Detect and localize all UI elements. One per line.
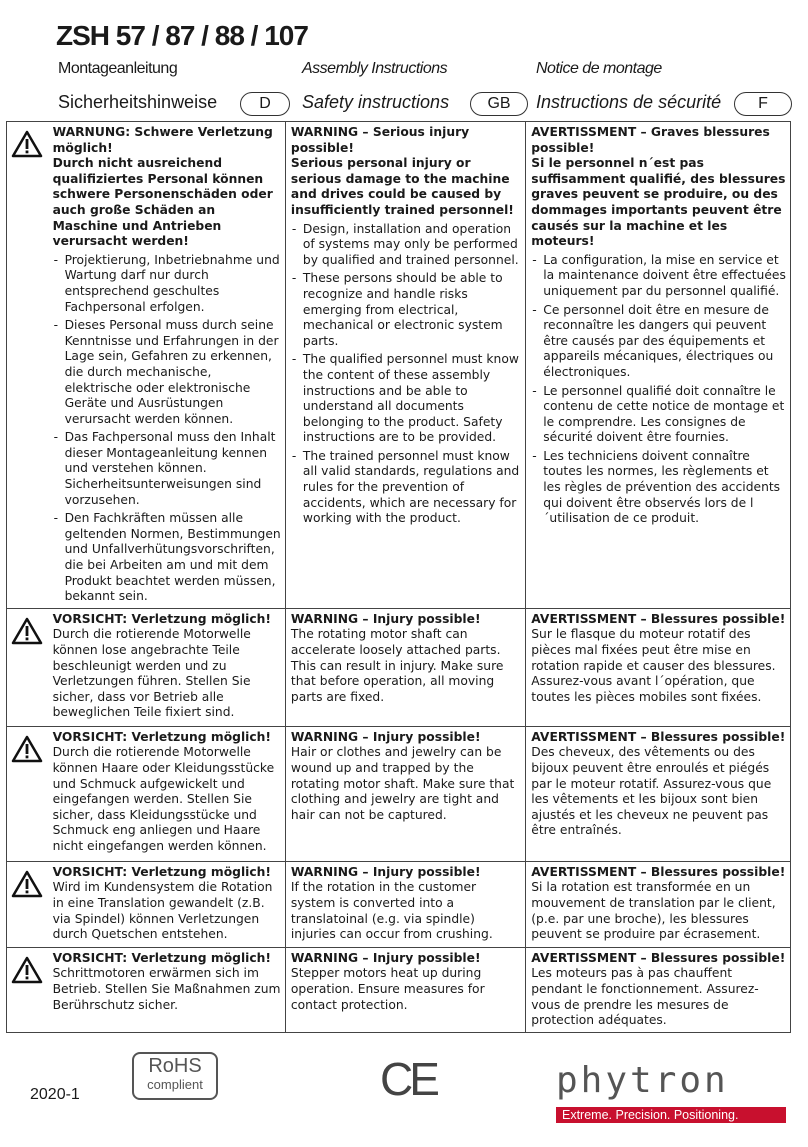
warning-text: Sur le flasque du moteur rotatif des pièces mal fixées peut être mise en rotation rapide et causer des blessures. Assurez-vous avant l´opération, que toutes les pièces mobiles sont fixées.: [531, 627, 776, 704]
warning-heading: WARNING – Injury possible!: [290, 611, 481, 626]
warning-text: If the rotation in the customer system is converted into a translatoinal (e.g. via spindle) injuries can occur from crushing.: [290, 880, 493, 942]
list-item: - Design, installation and operation of systems may only be performed by qualified and trained personnel.: [291, 222, 521, 269]
list-item: - The trained personnel must know all valid standards, regulations and rules for the prevention of accidents, which are necessary for working with the product.: [291, 449, 521, 527]
list-item: - Ce personnel doit être en mesure de reconnaître les dangers qui peuvent être causés par des équipements et appareils mécaniques, électriques ou électroniques.: [531, 303, 786, 381]
warning-summary: Si le personnel n´est pas suffisamment qualifié, des blessures graves peuvent se produire, ou des dommages importants peuvent être causés sur la machine et les moteurs!: [531, 156, 786, 249]
instruction-list: [531, 253, 786, 527]
warning-text: Si la rotation est transformée en un mouvement de translation par le client, (p.e. par une broche), les blessures peuvent se produire par écrasement.: [531, 880, 776, 942]
warning-heading: VORSICHT: Verletzung möglich!: [52, 729, 272, 744]
section-title-en: Safety instructions: [302, 92, 450, 112]
warning-heading: WARNING – Injury possible!: [290, 729, 481, 744]
cell-de: [48, 861, 286, 947]
warning-summary: Serious personal injury or serious damage to the machine and drives could be caused by insufficiently trained personnel!: [290, 156, 514, 217]
warning-text: Hair or clothes and jewelry can be wound up and trapped by the rotating motor shaft. Make sure that clothing and jewelry are tight and hair can not be captured.: [290, 745, 515, 822]
warning-text: Stepper motors heat up during operation. Ensure measures for contact protection.: [290, 966, 485, 1012]
list-item: - These persons should be able to recognize and handle risks emerging from electrical, mechanical or electronic system parts.: [291, 271, 521, 349]
table-row: [7, 122, 791, 609]
cell-en: [285, 608, 525, 726]
ce-mark-icon: CE: [380, 1053, 436, 1105]
warning-text: Schrittmotoren erwärmen sich im Betrieb. Stellen Sie Maßnahmen zum Berührschutz sicher.: [52, 966, 281, 1012]
warning-heading: WARNING – Injury possible!: [290, 950, 481, 965]
warning-summary: Durch nicht ausreichend qualifiziertes Personal können schwere Personenschäden oder auch große Schäden an Maschine und Antrieben verursacht werden!: [52, 156, 273, 249]
warning-heading: AVERTISSMENT – Blessures possible!: [531, 950, 786, 965]
warning-heading: WARNING – Injury possible!: [290, 864, 481, 879]
cell-en: [285, 122, 525, 609]
cell-fr: [526, 861, 791, 947]
warning-text: Des cheveux, des vêtements ou des bijoux peuvent être enroulés et piégés par le moteur rotatif. Assurez-vous que les vêtements et les bijoux sont bien ajustés et les cheveux ne peuvent pas être entraînés.: [531, 745, 772, 838]
rohs-label: RoHS: [148, 1055, 202, 1077]
cell-en: [285, 726, 525, 861]
warning-heading: AVERTISSMENT – Blessures possible!: [531, 611, 786, 626]
document-version: 2020-1: [30, 1086, 80, 1103]
subtitle-en: Assembly Instructions: [302, 60, 448, 77]
warning-text: Wird im Kundensystem die Rotation in eine Translation gewandelt (z.B. via Spindel) können Verletzungen durch Quetschen entstehen.: [52, 880, 273, 942]
list-item: - Das Fachpersonal muss den Inhalt dieser Montageanleitung kennen und verstehen können. Sicherheitsunterweisungen sind vorzusehen.: [53, 430, 281, 508]
list-item: - Projektierung, Inbetriebnahme und Wartung darf nur durch entsprechend geschultes Fachpersonal erfolgen.: [53, 253, 281, 315]
warning-text: Durch die rotierende Motorwelle können lose angebrachte Teile beschleunigt werden und zu Verletzungen führen. Stellen Sie sicher, dass vor Betrieb alle beweglichen Teile fixiert sind.: [52, 627, 251, 720]
table-row: [7, 861, 791, 947]
cell-en: [285, 861, 525, 947]
warning-heading: AVERTISSMENT – Graves blessures possible!: [531, 125, 770, 155]
warning-heading: VORSICHT: Verletzung möglich!: [52, 950, 272, 965]
table-row: [7, 608, 791, 726]
document-title: ZSH 57 / 87 / 88 / 107: [56, 20, 308, 51]
phytron-logo: phytron: [556, 1060, 729, 1101]
cell-fr: [526, 947, 791, 1032]
table-row: [7, 947, 791, 1032]
safety-table: [6, 121, 791, 1033]
lang-badge-de: D: [240, 92, 290, 116]
warning-text: The rotating motor shaft can accelerate loosely attached parts. This can result in injury. Make sure that before operation, all moving parts are fixed.: [290, 627, 504, 704]
subtitle-de: Montageanleitung: [58, 60, 178, 77]
lang-badge-fr: F: [734, 92, 792, 116]
section-title-fr: Instructions de sécurité: [536, 92, 722, 112]
cell-fr: [526, 726, 791, 861]
warning-triangle-icon: [7, 608, 48, 726]
list-item: - The qualified personnel must know the content of these assembly instructions and be able to understand all documents belonging to the product. Safety instructions are to be provided.: [291, 352, 521, 446]
warning-heading: AVERTISSMENT – Blessures possible!: [531, 864, 786, 879]
warning-heading: WARNING – Serious injury possible!: [290, 125, 470, 155]
warning-heading: AVERTISSMENT – Blessures possible!: [531, 729, 786, 744]
cell-de: [48, 122, 286, 609]
subtitle-fr: Notice de montage: [536, 60, 662, 77]
cell-en: [285, 947, 525, 1032]
list-item: - Les techniciens doivent connaître toutes les normes, les règlements et les règles de prévention des accidents qui doivent être observés lors de l´utilisation de ce produit.: [531, 449, 786, 527]
rohs-badge: [132, 1052, 218, 1100]
warning-triangle-icon: [7, 861, 48, 947]
warning-heading: VORSICHT: Verletzung möglich!: [52, 611, 272, 626]
instruction-list: [53, 253, 281, 605]
rohs-sublabel: complient: [147, 1077, 203, 1092]
cell-de: [48, 608, 286, 726]
warning-triangle-icon: [7, 947, 48, 1032]
warning-text: Les moteurs pas à pas chauffent pendant le fonctionnement. Assurez-vous de prendre les mesures de protection adéquates.: [531, 966, 759, 1028]
warning-heading: WARNUNG: Schwere Verletzung möglich!: [52, 125, 273, 155]
cell-de: [48, 947, 286, 1032]
table-row: [7, 726, 791, 861]
list-item: - Den Fachkräften müssen alle geltenden Normen, Bestimmungen und Unfallverhütungsvorschriften, die bei Arbeiten am und mit dem Produkt beachtet werden müssen, bekannt sein.: [53, 511, 281, 605]
section-title-de: Sicherheitshinweise: [58, 92, 218, 112]
tagline: Extreme. Precision. Positioning.: [562, 1108, 739, 1122]
lang-badge-en: GB: [470, 92, 528, 116]
list-item: - Le personnel qualifié doit connaître le contenu de cette notice de montage et le comprendre. Les consignes de sécurité doivent être fournies.: [531, 384, 786, 446]
list-item: - Dieses Personal muss durch seine Kenntnisse und Erfahrungen in der Lage sein, Gefahren zu erkennen, die durch mechanische, elektrische oder elektronische Geräte und Ausrüstungen verursacht werden können.: [53, 318, 281, 427]
list-item: - La configuration, la mise en service et la maintenance doivent être effectuées uniquement par du personnel qualifié.: [531, 253, 786, 300]
warning-triangle-icon: [7, 122, 48, 609]
warning-triangle-icon: [7, 726, 48, 861]
warning-heading: VORSICHT: Verletzung möglich!: [52, 864, 272, 879]
cell-fr: [526, 608, 791, 726]
instruction-list: [291, 222, 521, 527]
cell-fr: [526, 122, 791, 609]
cell-de: [48, 726, 286, 861]
warning-text: Durch die rotierende Motorwelle können Haare oder Kleidungsstücke und Schmuck aufgewickelt und eingefangen werden. Stellen Sie sicher, dass Kleidungsstücke und Schmuck eng anliegen und Haare nicht eingefangen werden können.: [52, 745, 275, 853]
